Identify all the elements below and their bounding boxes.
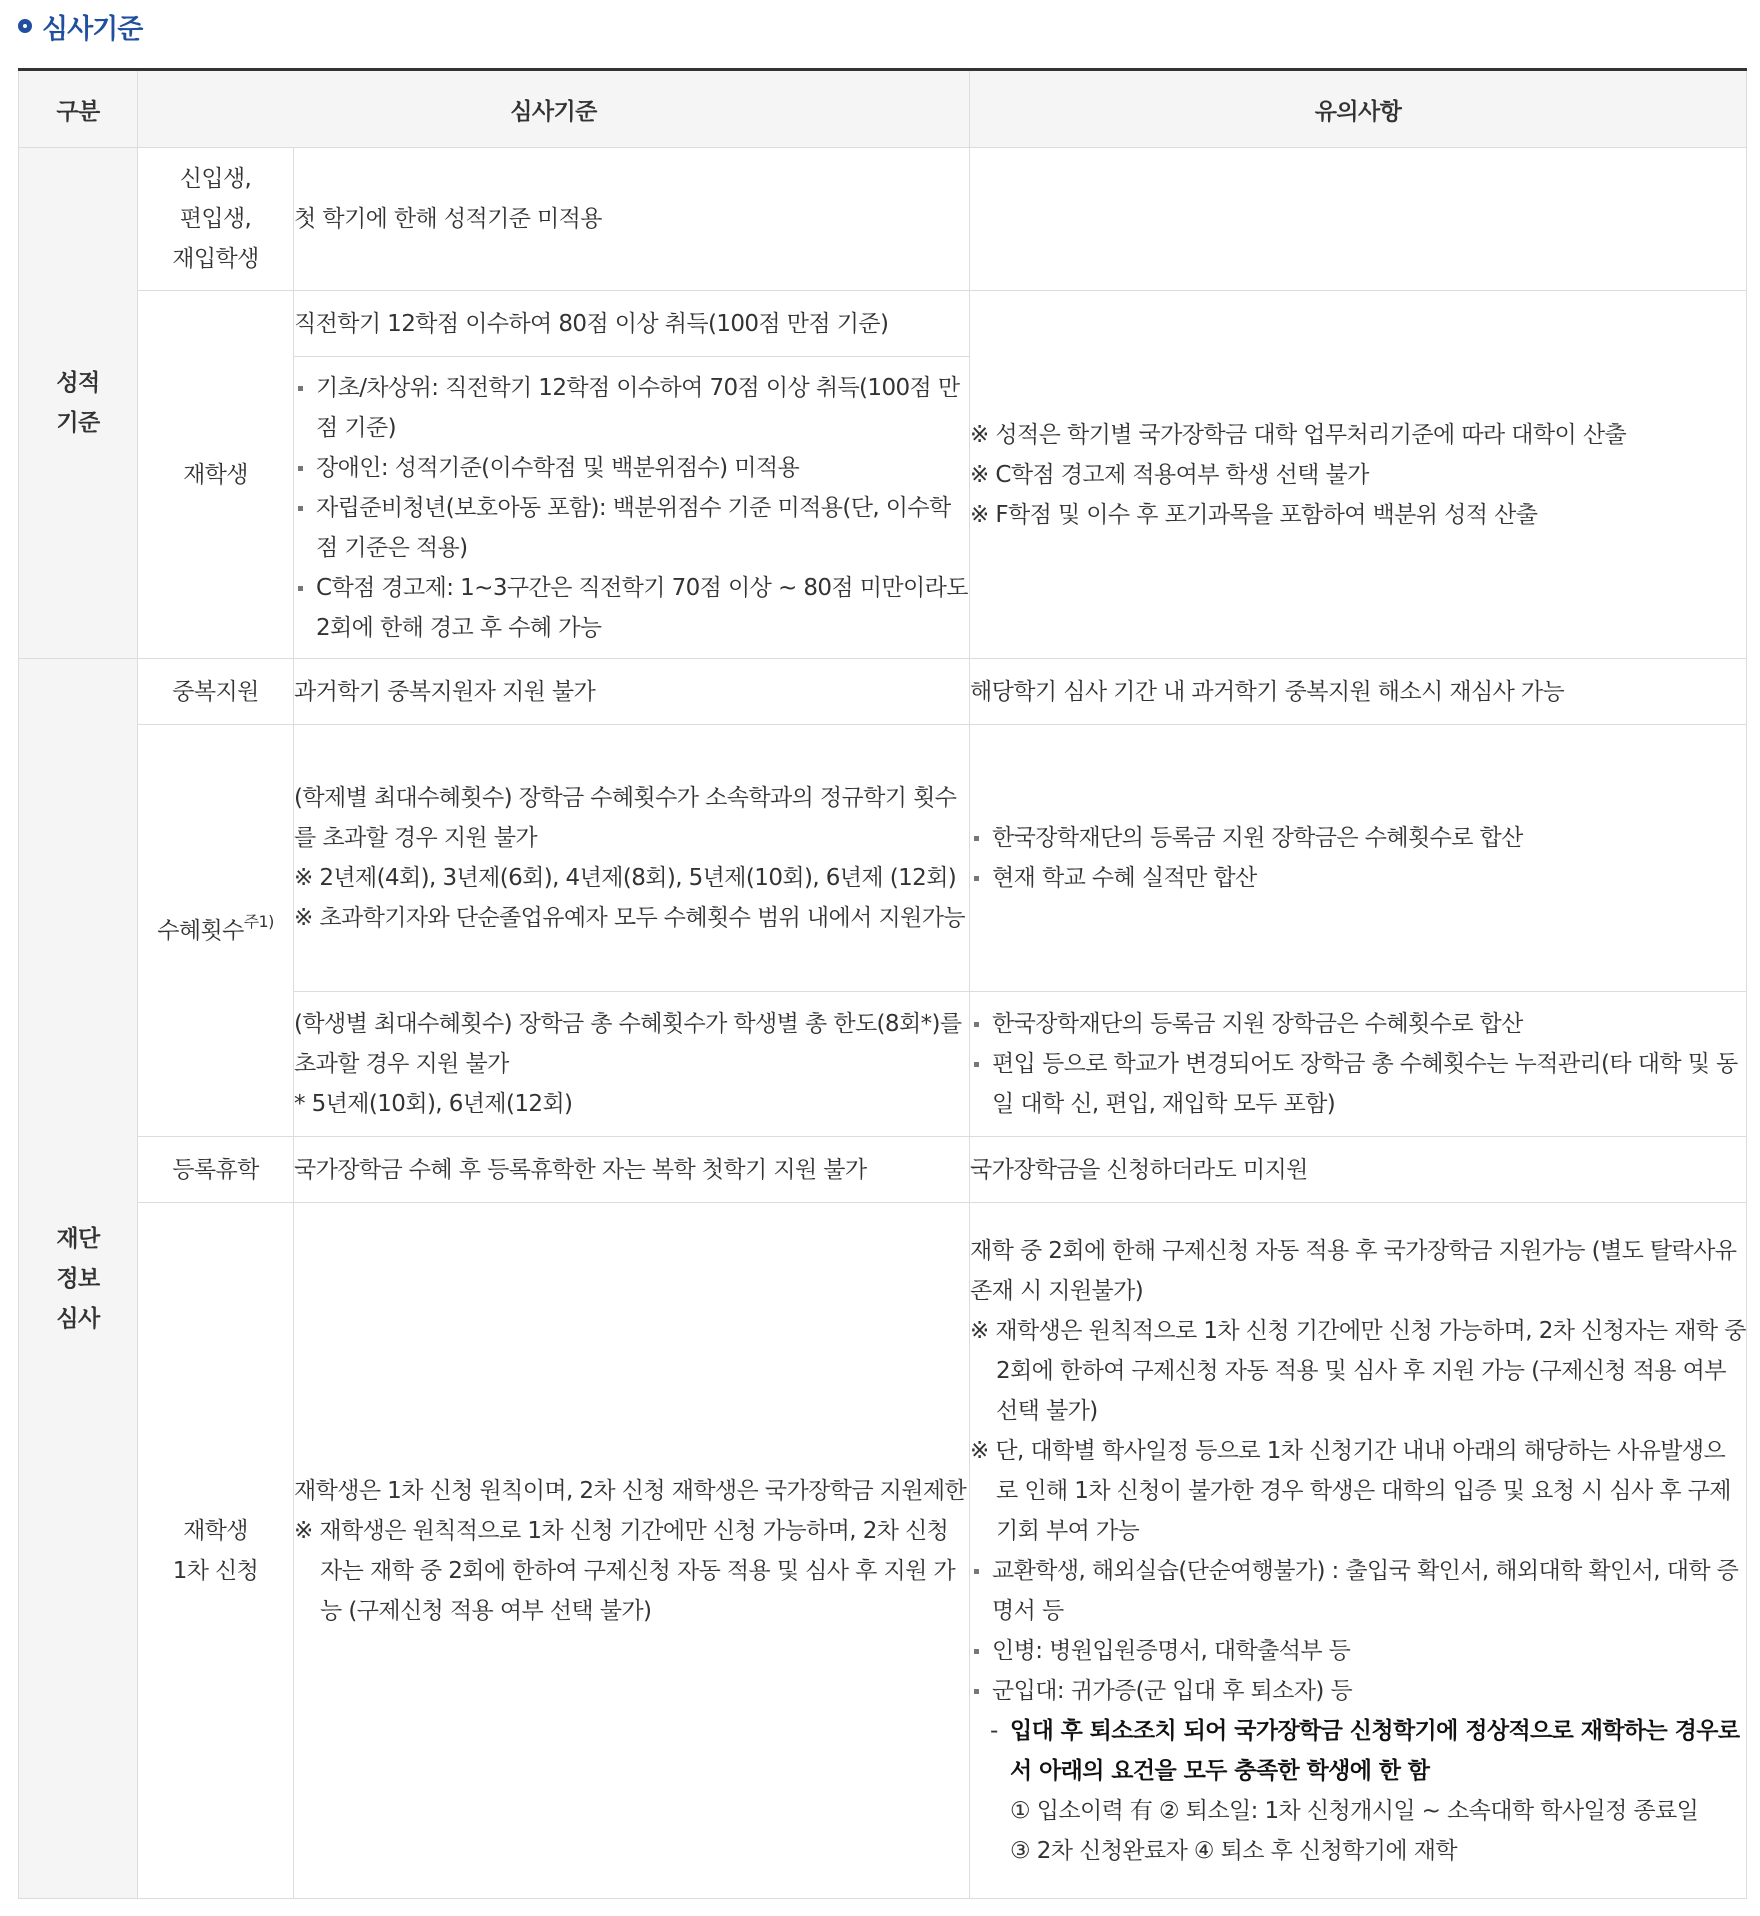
circle-bullet-icon	[18, 19, 32, 33]
criteria-enrolled-main: 직전학기 12학점 이수하여 80점 이상 취득(100점 만점 기준)	[294, 291, 970, 357]
list-item: 인병: 병원입원증명서, 대학출석부 등	[970, 1631, 1746, 1671]
sub-leave: 등록휴학	[138, 1137, 294, 1203]
bold-condition: - 입대 후 퇴소조치 되어 국가장학금 신청학기에 정상적으로 재학하는 경우로서 아래의 요건을 모두 충족한 학생에 한 함	[970, 1711, 1746, 1791]
header-category: 구분	[19, 70, 138, 148]
sub-duplicate: 중복지원	[138, 659, 294, 725]
header-criteria: 심사기준	[138, 70, 970, 148]
notes-enrolled	[970, 291, 1747, 659]
notes-first-application	[970, 1203, 1747, 1899]
table-row	[19, 148, 1747, 291]
header-row	[19, 70, 1747, 148]
table-row	[19, 659, 1747, 725]
ref-note: ※ 단, 대학별 학사일정 등으로 1차 신청기간 내내 아래의 해당하는 사유발생으로 인해 1차 신청이 불가한 경우 학생은 대학의 입증 및 요청 시 심사 후 구제 기회 부여 가능	[970, 1437, 1731, 1544]
ref-note: ※ 재학생은 원칙적으로 1차 신청 기간에만 신청 가능하며, 2차 신청자는 재학 중 2회에 한하여 구제신청 자동 적용 및 심사 후 지원 가능 (구제신청 적용 여부 선택 불가)	[294, 1517, 956, 1624]
list-item: 한국장학재단의 등록금 지원 장학금은 수혜횟수로 합산	[970, 818, 1746, 858]
criteria-duplicate: 과거학기 중복지원자 지원 불가	[294, 659, 970, 725]
criteria-leave: 국가장학금 수혜 후 등록휴학한 자는 복학 첫학기 지원 불가	[294, 1137, 970, 1203]
criteria-benefit-student	[294, 992, 970, 1137]
list-item: 장애인: 성적기준(이수학점 및 백분위점수) 미적용	[294, 448, 969, 488]
note-line: ※ C학점 경고제 적용여부 학생 선택 불가	[970, 461, 1369, 488]
ref-note: ※ 재학생은 원칙적으로 1차 신청 기간에만 신청 가능하며, 2차 신청자는 재학 중 2회에 한하여 구제신청 자동 적용 및 심사 후 지원 가능 (구제신청 적용 여부 선택 불가)	[970, 1317, 1746, 1424]
sub-benefit-count: 수혜횟수$^{주1)}$	[138, 725, 294, 1137]
list-item: 현재 학교 수혜 실적만 합산	[970, 858, 1746, 898]
category-grade: 성적 기준	[19, 148, 138, 659]
text-line: ※ 2년제(4회), 3년제(6회), 4년제(8회), 5년제(10회), 6년제 (12회)	[294, 865, 957, 891]
table-row	[19, 291, 1747, 357]
notes-freshman	[970, 148, 1747, 291]
category-financial: 재단 정보 심사	[19, 659, 138, 1899]
sub-enrolled: 재학생	[138, 291, 294, 659]
criteria-first-application	[294, 1203, 970, 1899]
text-line: (학제별 최대수혜횟수) 장학금 수혜횟수가 소속학과의 정규학기 횟수를 초과할 경우 지원 불가	[294, 785, 957, 851]
table-row	[19, 1203, 1747, 1899]
notes-benefit-program	[970, 725, 1747, 992]
table-row	[19, 725, 1747, 992]
sub-freshman: 신입생, 편입생, 재입학생	[138, 148, 294, 291]
header-notes: 유의사항	[970, 70, 1747, 148]
criteria-enrolled-bullets	[294, 357, 970, 659]
list-item: 기초/차상위: 직전학기 12학점 이수하여 70점 이상 취득(100점 만점 기준)	[294, 368, 969, 448]
criteria-table	[18, 68, 1747, 1899]
notes-benefit-student	[970, 992, 1747, 1137]
list-item: 편입 등으로 학교가 변경되어도 장학금 총 수혜횟수는 누적관리(타 대학 및 동일 대학 신, 편입, 재입학 모두 포함)	[970, 1044, 1746, 1124]
list-item: 자립준비청년(보호아동 포함): 백분위점수 기준 미적용(단, 이수학점 기준은 적용)	[294, 488, 969, 568]
text-line: 재학생은 1차 신청 원칙이며, 2차 신청 재학생은 국가장학금 지원제한	[294, 1477, 967, 1504]
condition-line: ① 입소이력 有 ② 퇴소일: 1차 신청개시일 ~ 소속대학 학사일정 종료일	[1010, 1797, 1699, 1824]
list-item: 교환학생, 해외실습(단순여행불가) : 출입국 확인서, 해외대학 확인서, 대학 증명서 등	[970, 1551, 1746, 1631]
note-line: ※ 성적은 학기별 국가장학금 대학 업무처리기준에 따라 대학이 산출	[970, 421, 1627, 448]
criteria-benefit-program	[294, 725, 970, 992]
text-line: (학생별 최대수혜횟수) 장학금 총 수혜횟수가 학생별 총 한도(8회*)를 초과할 경우 지원 불가	[294, 1011, 962, 1077]
section-title: 심사기준	[42, 13, 143, 45]
text-line: * 5년제(10회), 6년제(12회)	[294, 1091, 573, 1117]
text-line: ※ 초과학기자와 단순졸업유예자 모두 수혜횟수 범위 내에서 지원가능	[294, 905, 965, 931]
list-item: C학점 경고제: 1~3구간은 직전학기 70점 이상 ~ 80점 미만이라도 2회에 한해 경고 후 수혜 가능	[294, 568, 969, 648]
sub-first-application: 재학생 1차 신청	[138, 1203, 294, 1899]
notes-duplicate: 해당학기 심사 기간 내 과거학기 중복지원 해소시 재심사 가능	[970, 659, 1747, 725]
criteria-freshman: 첫 학기에 한해 성적기준 미적용	[294, 148, 970, 291]
list-item: 한국장학재단의 등록금 지원 장학금은 수혜횟수로 합산	[970, 1004, 1746, 1044]
text-line: 재학 중 2회에 한해 구제신청 자동 적용 후 국가장학금 지원가능 (별도 탈락사유 존재 시 지원불가)	[970, 1237, 1737, 1304]
table-row	[19, 1137, 1747, 1203]
notes-leave: 국가장학금을 신청하더라도 미지원	[970, 1137, 1747, 1203]
note-line: ※ F학점 및 이수 후 포기과목을 포함하여 백분위 성적 산출	[970, 501, 1538, 528]
condition-line: ③ 2차 신청완료자 ④ 퇴소 후 신청학기에 재학	[1010, 1837, 1457, 1864]
section-heading	[18, 6, 142, 46]
list-item: 군입대: 귀가증(군 입대 후 퇴소자) 등	[970, 1671, 1746, 1711]
